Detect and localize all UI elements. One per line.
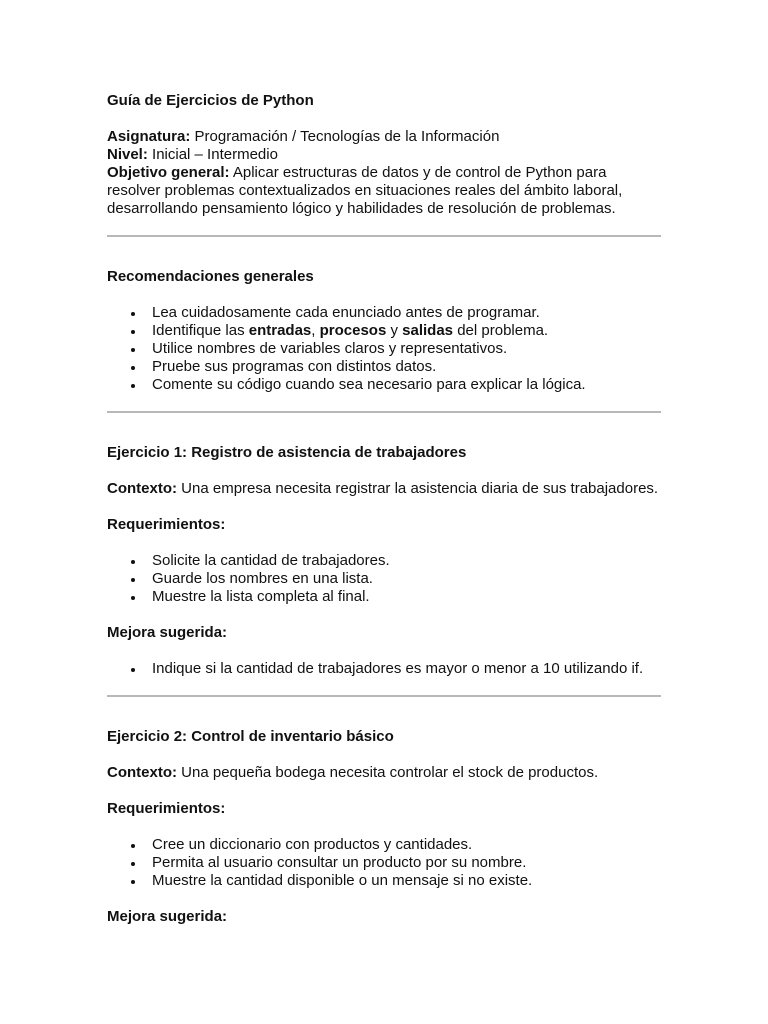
list-item: Utilice nombres de variables claros y representativos. [152, 340, 661, 358]
ejercicio2-heading: Ejercicio 2: Control de inventario básico [107, 728, 394, 745]
list-item: Guarde los nombres en una lista. [152, 570, 661, 588]
nivel-value: Inicial – Intermedio [152, 146, 278, 163]
contexto-value: Una empresa necesita registrar la asistencia diaria de sus trabajadores. [181, 480, 659, 497]
ejercicio1-contexto [107, 480, 661, 498]
ejercicio2-mejora-label: Mejora sugerida: [107, 908, 228, 925]
list-item: Muestre la cantidad disponible o un mensaje si no existe. [152, 872, 661, 890]
recomendaciones-list [107, 304, 661, 394]
bold-term: entradas [248, 322, 312, 339]
bold-term: procesos [319, 322, 387, 339]
ejercicio1-heading: Ejercicio 1: Registro de asistencia de trabajadores [107, 444, 467, 461]
objetivo-line [107, 164, 661, 218]
list-item: Muestre la lista completa al final. [152, 588, 661, 606]
document-title: Guía de Ejercicios de Python [107, 92, 314, 109]
section-divider [107, 411, 661, 413]
contexto-label: Contexto: [107, 480, 177, 497]
asignatura-label: Asignatura: [107, 128, 191, 145]
contexto-label: Contexto: [107, 764, 177, 781]
ejercicio2-requerimientos-list [107, 836, 661, 890]
ejercicio2-contexto [107, 764, 661, 782]
list-item: Identifique las entradas, procesos y salidas del problema. [152, 322, 661, 340]
ejercicio1-mejora-list [107, 660, 661, 678]
list-item: Cree un diccionario con productos y cantidades. [152, 836, 661, 854]
ejercicio1-requerimientos-list [107, 552, 661, 606]
nivel-label: Nivel: [107, 146, 148, 163]
list-item: Permita al usuario consultar un producto por su nombre. [152, 854, 661, 872]
document-meta [107, 128, 661, 218]
ejercicio2-requerimientos-label: Requerimientos: [107, 800, 226, 817]
ejercicio1-mejora-label: Mejora sugerida: [107, 624, 228, 641]
ejercicio1-requerimientos-label: Requerimientos: [107, 516, 226, 533]
list-item: Lea cuidadosamente cada enunciado antes de programar. [152, 304, 661, 322]
list-item: Pruebe sus programas con distintos datos. [152, 358, 661, 376]
section-divider [107, 695, 661, 697]
asignatura-value: Programación / Tecnologías de la Información [194, 128, 500, 145]
recomendaciones-heading: Recomendaciones generales [107, 268, 314, 285]
list-item: Comente su código cuando sea necesario para explicar la lógica. [152, 376, 661, 394]
contexto-value: Una pequeña bodega necesita controlar el stock de productos. [181, 764, 599, 781]
list-item: Solicite la cantidad de trabajadores. [152, 552, 661, 570]
objetivo-label: Objetivo general: [107, 164, 230, 181]
nivel-line [107, 146, 661, 164]
bold-term: salidas [402, 322, 454, 339]
list-item: Indique si la cantidad de trabajadores es mayor o menor a 10 utilizando if. [152, 660, 661, 678]
objetivo-value: Aplicar estructuras de datos y de control de Python para resolver problemas contextualizados en situaciones reales del ámbito laboral, desarrollando pensamiento lógico y habilidades de resolución de problemas. [107, 164, 623, 217]
section-divider [107, 235, 661, 237]
asignatura-line [107, 128, 661, 146]
